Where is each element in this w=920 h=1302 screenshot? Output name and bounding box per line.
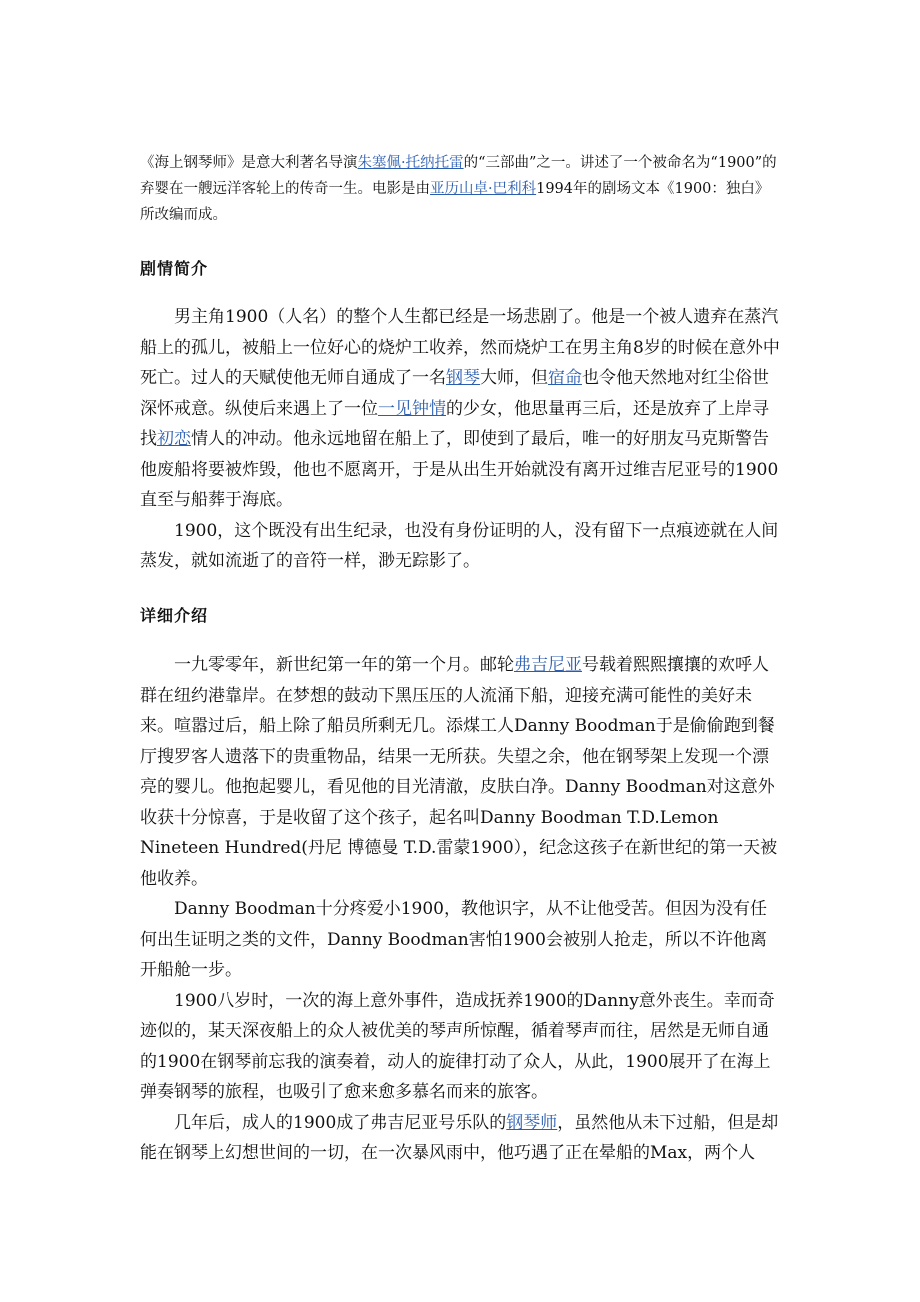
intro-text-2: 的“三部曲”之一。讲述了一个被命名为“1900”的弃婴在一艘远洋客轮上的传奇一生。电影是由 [140,155,777,197]
detail-paragraph-2: Danny Boodman十分疼爱小1900，教他识字，从不让他受苦。但因为没有任何出生证明之类的文件，Danny Boodman害怕1900会被别人抢走，所以不许他离开船舱一步。 [140,899,767,980]
link-author[interactable]: 亚历山卓·巴利科 [430,181,537,197]
section-plot-body [140,302,780,577]
detail-paragraph-4 [140,1108,780,1169]
link-first-love[interactable]: 初恋 [157,429,191,449]
detail-p1-text-1: 一九零零年，新世纪第一年的第一个月。邮轮 [174,655,514,675]
heading-plot: 剧情简介 [140,259,209,278]
plot-p1-text-4: 的少女，他思量再三后，还是放弃了上岸寻找 [140,398,769,449]
link-piano[interactable]: 钢琴 [446,368,480,388]
link-pianist[interactable]: 钢琴师 [506,1112,558,1133]
plot-p1-text-2: 大师，但 [480,368,548,388]
detail-paragraph-1 [140,650,780,894]
detail-p4-text-2: ，虽然他从未下过船，但是却能在钢琴上幻想世间的一切，在一次暴风雨中，他巧遇了正在晕船的Max，两个人 [140,1112,779,1163]
section-detail-body [140,650,780,1169]
plot-p1-text-5: 情人的冲动。他永远地留在船上了，即使到了最后，唯一的好朋友马克斯警告他废船将要被炸毁，他也不愿离开，于是从出生开始就没有离开过维吉尼亚号的1900直至与船葬于海底。 [140,429,779,510]
intro-text-1: 《海上钢琴师》是意大利著名导演 [140,155,358,171]
plot-paragraph-1 [140,302,780,516]
detail-p4-text-1: 几年后，成人的1900成了弗吉尼亚号乐队的 [174,1112,507,1133]
plot-p1-text-1: 男主角1900（人名）的整个人生都已经是一场悲剧了。他是一个被人遗弃在蒸汽船上的孤儿，被船上一位好心的烧炉工收养，然而烧炉工在男主角8岁的时候在意外中死亡。过人的天赋使他无师自通成了一名 [140,307,780,388]
detail-p1-text-2: 号载着熙熙攘攘的欢呼人群在纽约港靠岸。在梦想的鼓动下黑压压的人流涌下船，迎接充满可能性的美好未来。喧嚣过后，船上除了船员所剩无几。添煤工人Danny Boodman于是偷偷跑到餐厅搜罗客人遗落下的贵重物品，结果一无所获。失望之余，他在钢琴架上发现一个漂亮的婴儿。他抱起婴儿，看见他的目光清澈，皮肤白净。Danny Boodman对这意外收获十分惊喜，于是收留了这个孩子，起名叫Danny Boodman T.D.Lemon Nineteen Hundred(丹尼 博德曼 T.D.雷蒙1900），纪念这孩子在新世纪的第一天被他收养。 [140,655,778,889]
detail-paragraph-3: 1900八岁时，一次的海上意外事件，造成抚养1900的Danny意外丧生。幸而奇迹似的，某天深夜船上的众人被优美的琴声所惊醒，循着琴声而往，居然是无师自通的1900在钢琴前忘我的演奏着，动人的旋律打动了众人，从此，1900展开了在海上弹奏钢琴的旅程，也吸引了愈来愈多慕名而来的旅客。 [140,990,775,1102]
heading-detail: 详细介绍 [140,606,209,625]
intro-paragraph [140,150,780,228]
plot-p1-text-3: 也令他天然地对红尘俗世深怀戒意。纵使后来遇上了一位 [140,368,769,419]
intro-text-3: 1994年的剧场文本《1900：独白》所改编而成。 [140,181,770,223]
link-fate[interactable]: 宿命 [548,368,582,388]
link-love-at-first-sight[interactable]: 一见钟情 [378,398,446,419]
link-ship-virginia[interactable]: 弗吉尼亚 [514,655,582,675]
link-director[interactable]: 朱塞佩·托纳托雷 [357,155,464,171]
plot-paragraph-2: 1900，这个既没有出生纪录，也没有身份证明的人，没有留下一点痕迹就在人间蒸发，就如流逝了的音符一样，渺无踪影了。 [140,520,779,571]
